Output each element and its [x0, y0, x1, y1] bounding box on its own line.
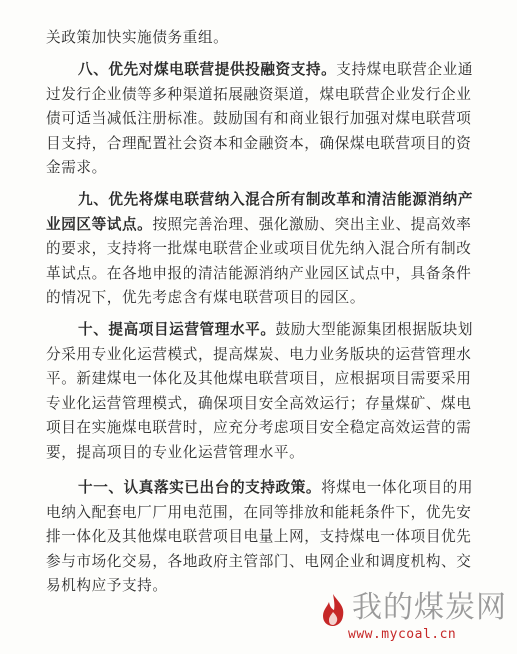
line-text: 金需求。 [46, 159, 107, 176]
text-line [46, 394, 486, 414]
flame-logo-icon [318, 592, 348, 628]
line-text: 鼓励大型能源集团根据版块划 [275, 321, 474, 338]
line-text: 将煤电一体化项目的用 [321, 479, 474, 496]
text-line [46, 134, 486, 154]
line-text: 要，提高项目的专业化运营管理水平。 [46, 444, 305, 461]
section-heading: 十一、认真落实已出台的支持政策。 [78, 479, 322, 496]
text-line [46, 215, 486, 235]
text-line [46, 109, 486, 129]
line-text: 参与市场化交易，各地政府主管部门、电网企业和调度机构、交 [46, 553, 472, 570]
text-line [46, 369, 486, 389]
line-text: 革试点。在各地申报的清洁能源消纳产业园区试点中，具备条件 [46, 265, 472, 282]
section-heading: 九、优先将煤电联营纳入混合所有制改革和清洁能源消纳产 [78, 191, 474, 208]
line-text: 的情况下，优先考虑含有煤电联营项目的园区。 [46, 289, 366, 306]
text-line [78, 60, 517, 80]
section-heading: 八、优先对煤电联营提供投融资支持。 [78, 61, 337, 78]
line-text: 按照完善治理、强化激励、突出主业、提高效率 [152, 216, 472, 233]
line-text: 专业化运营管理模式，确保项目安全高效运行；存量煤矿、煤电 [46, 395, 472, 412]
line-text: 支持煤电联营企业通 [336, 61, 474, 78]
line-text: 债可适当减低注册标准。鼓励国有和商业银行加强对煤电联营项 [46, 110, 472, 127]
line-text: 的要求，支持将一批煤电联营企业或项目优先纳入混合所有制改 [46, 240, 472, 257]
section-heading: 十、提高项目运营管理水平。 [78, 321, 276, 338]
text-line [46, 418, 486, 438]
line-text: 项目在实施煤电联营时，应充分考虑项目安全稳定高效运营的需 [46, 419, 472, 436]
line-text: 关政策加快实施债务重组。 [46, 29, 229, 46]
text-line [78, 320, 517, 340]
text-line [46, 345, 486, 365]
text-line [46, 264, 486, 284]
text-line [78, 190, 517, 210]
line-text: 易机构应予支持。 [46, 577, 168, 594]
watermark-url: www.mycoal.cn [348, 627, 457, 642]
text-line [46, 85, 486, 105]
text-line [46, 503, 486, 523]
section-heading: 业园区等试点。 [46, 216, 153, 233]
text-line [46, 527, 486, 547]
line-text: 目支持，合理配置社会资本和金融资本，确保煤电联营项目的资 [46, 135, 472, 152]
text-line [46, 443, 486, 463]
text-line [78, 478, 517, 498]
text-line [46, 288, 486, 308]
text-line [46, 239, 486, 259]
line-text: 分采用专业化运营模式，提高煤炭、电力业务版块的运营管理水 [46, 346, 472, 363]
text-line [46, 28, 486, 48]
watermark-title: 我的煤炭网 [352, 590, 507, 625]
line-text: 电纳入配套电厂厂用电范围，在同等排放和能耗条件下，优先安 [46, 504, 472, 521]
line-text: 平。新建煤电一体化及其他煤电联营项目，应根据项目需要采用 [46, 370, 472, 387]
site-watermark [318, 590, 508, 646]
line-text: 排一体化及其他煤电联营项目电量上网，支持煤电一体项目优先 [46, 528, 472, 545]
text-line [46, 552, 486, 572]
line-text: 过发行企业债等多种渠道拓展融资渠道，煤电联营企业发行企业 [46, 86, 472, 103]
text-line [46, 158, 486, 178]
